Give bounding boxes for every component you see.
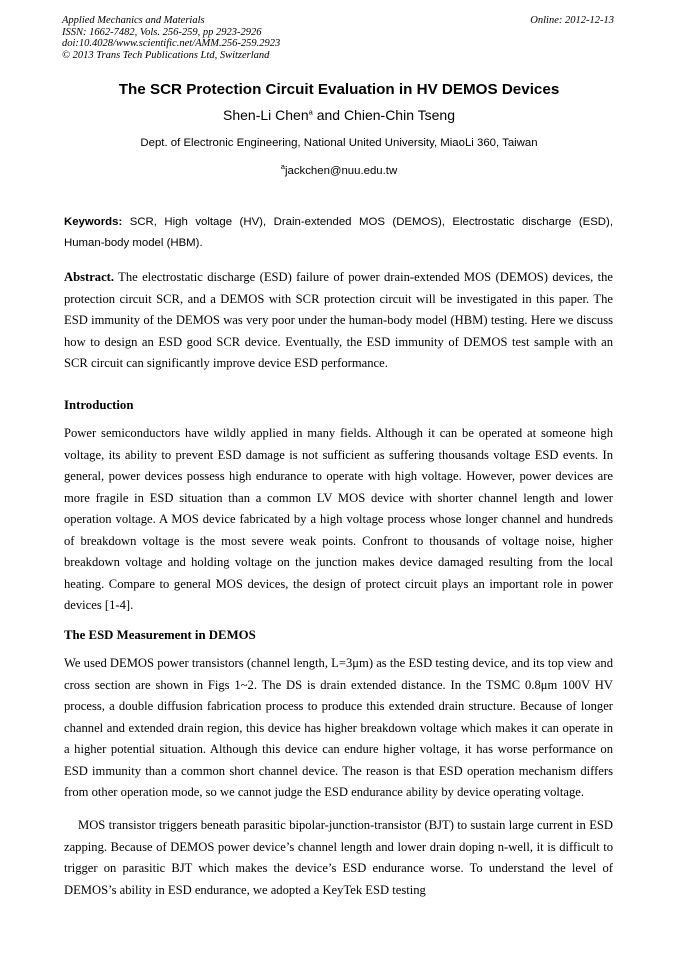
online-date: Online: 2012-12-13 bbox=[530, 15, 614, 26]
author-1: Shen-Li Chen bbox=[223, 107, 309, 123]
esd-measurement-heading: The ESD Measurement in DEMOS bbox=[64, 628, 256, 642]
author-1-affiliation-mark: a bbox=[308, 107, 313, 117]
esd-measurement-paragraph-1: We used DEMOS power transistors (channel length, L=3μm) as the ESD testing device, and its top view and cross section are shown in Figs 1~2. The DS is drain extended distance. In the TSMC 0.8μm 100V HV process, a double diffusion fabrication process to produce this extended drain structure. Because of longer channel and extended drain region, this device has higher breakdown voltage which makes it can operate in a higher potential situation. Although this device can endure higher voltage, it has worse performance on ESD immunity than a common short channel device. The reason is that ESD operation mechanism differs from other operation mode, so we cannot judge the ESD endurance ability by device operating voltage. bbox=[64, 656, 613, 799]
paper-title: The SCR Protection Circuit Evaluation in HV DEMOS Devices bbox=[118, 81, 560, 98]
keywords-label: Keywords: bbox=[64, 216, 123, 228]
author-2: and Chien-Chin Tseng bbox=[312, 107, 455, 123]
author-line bbox=[0, 107, 678, 123]
email-address: jackchen@nuu.edu.tw bbox=[284, 165, 398, 177]
keywords bbox=[64, 212, 613, 254]
abstract bbox=[64, 267, 613, 375]
affiliation: Dept. of Electronic Engineering, National United University, MiaoLi 360, Taiwan bbox=[140, 137, 538, 149]
doi-line: doi:10.4028/www.scientific.net/AMM.256-259.2923 bbox=[62, 38, 281, 49]
introduction-text: Power semiconductors have wildly applied in many fields. Although it can be operated at someone high voltage, its ability to prevent ESD damage is not sufficient as suffering thousands voltage ESD events. In general, power devices possess high endurance to operate with high voltage. However, power devices are more fragile in ESD situation than a common LV MOS device with shorter channel length and lower operation voltage. A MOS device fabricated by a high voltage process whose longer channel and hundreds of breakdown voltage is the most severe weak points. Confront to thousands of voltage noise, higher breakdown voltage and holding voltage on the junction makes device damaged resulting from the local heating. Compare to general MOS devices, the design of protect circuit plays an important role in power devices [1-4]. bbox=[64, 426, 613, 612]
journal-name: Applied Mechanics and Materials bbox=[62, 15, 205, 26]
email-line bbox=[0, 162, 678, 177]
email-mark: a bbox=[280, 162, 285, 172]
copyright-line: © 2013 Trans Tech Publications Ltd, Switzerland bbox=[62, 49, 270, 61]
introduction-heading: Introduction bbox=[64, 398, 134, 412]
abstract-label: Abstract. bbox=[64, 270, 115, 284]
journal-header bbox=[62, 15, 280, 61]
abstract-text: The electrostatic discharge (ESD) failure of power drain-extended MOS (DEMOS) devices, the protection circuit SCR, and a DEMOS with SCR protection circuit will be investigated in this paper. The ESD immunity of the DEMOS was very poor under the human-body model (HBM) testing. Here we discuss how to design an ESD good SCR device. Eventually, the ESD immunity of DEMOS test sample with an SCR circuit can significantly improve device ESD performance. bbox=[64, 270, 613, 370]
esd-measurement-paragraph-2: MOS transistor triggers beneath parasitic bipolar-junction-transistor (BJT) to sustain large current in ESD zapping. Because of DEMOS power device’s channel length and lower drain doping n-well, it is difficult to trigger on parasitic BJT which makes the device’s ESD endurance worse. To understand the level of DEMOS’s ability in ESD endurance, we adopted a KeyTek ESD testing bbox=[64, 818, 613, 897]
keywords-text: SCR, High voltage (HV), Drain-extended MOS (DEMOS), Electrostatic discharge (ESD), Human-body model (HBM). bbox=[64, 216, 613, 249]
issn-line: ISSN: 1662-7482, Vols. 256-259, pp 2923-2926 bbox=[62, 26, 262, 38]
